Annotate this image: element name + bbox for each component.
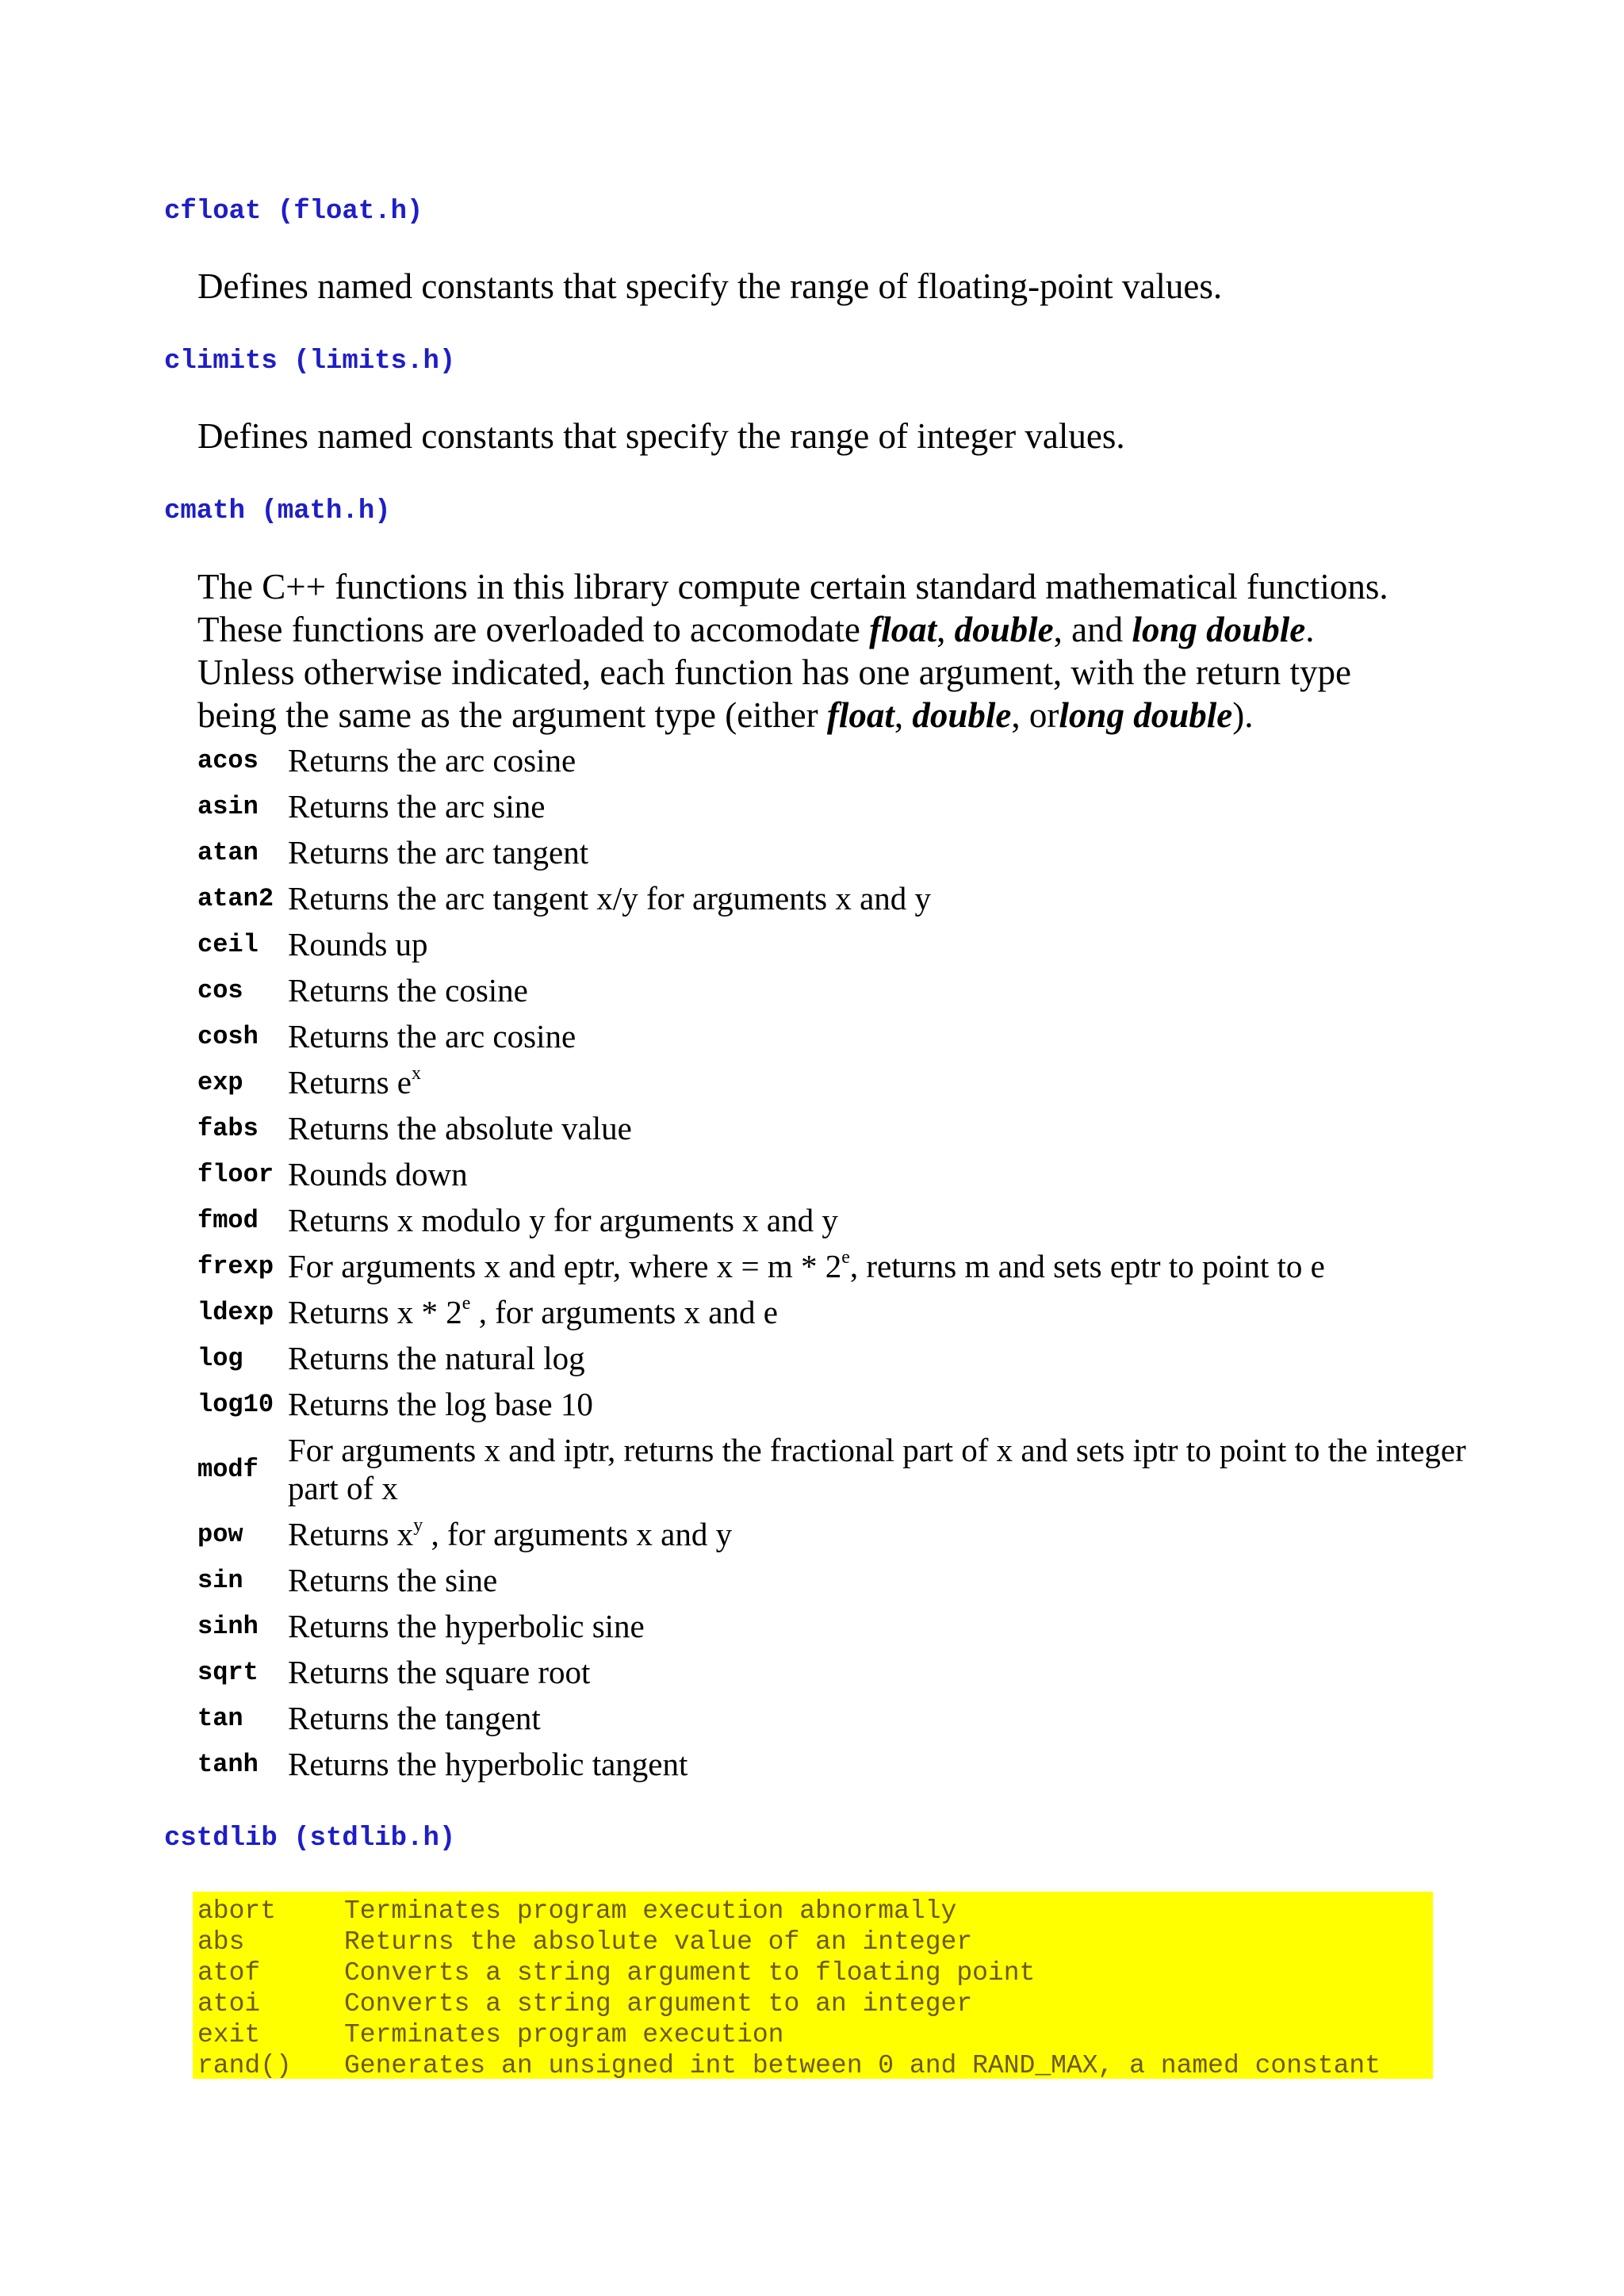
- section-header-cmath: cmath (math.h): [164, 496, 391, 526]
- function-name: pow: [197, 1519, 243, 1549]
- type-float: float: [869, 610, 937, 649]
- function-description: Returns the sine: [288, 1562, 498, 1598]
- function-row: [197, 1105, 1501, 1151]
- intro-text: , or: [1011, 695, 1059, 735]
- superscript: x: [412, 1063, 421, 1084]
- function-description: [288, 1289, 1501, 1335]
- function-row: [197, 737, 1501, 783]
- function-name: abort: [197, 1896, 277, 1926]
- function-name: acos: [197, 745, 259, 775]
- intro-text: ).: [1232, 695, 1254, 735]
- function-name: exp: [197, 1067, 243, 1097]
- function-name: atoi: [197, 1989, 261, 2019]
- function-description: Returns the absolute value: [288, 1110, 632, 1146]
- function-description: Terminates program execution abnormally: [344, 1896, 957, 1926]
- function-name: abs: [197, 1927, 245, 1957]
- description-text: , returns m and sets eptr to point to e: [849, 1248, 1325, 1284]
- function-row: [197, 1197, 1501, 1243]
- type-double: double: [912, 695, 1012, 735]
- function-description: Returns the arc tangent x/y for arguments x and y: [288, 880, 932, 916]
- function-name: asin: [197, 791, 259, 821]
- section-header-cstdlib: cstdlib (stdlib.h): [164, 1823, 456, 1854]
- function-description: Returns the hyperbolic sine: [288, 1608, 645, 1644]
- function-row: [197, 1289, 1501, 1335]
- function-name: cosh: [197, 1021, 259, 1051]
- function-row: [197, 967, 1501, 1013]
- climits-description: Defines named constants that specify the range of integer values.: [197, 416, 1125, 456]
- function-name: atan2: [197, 883, 274, 913]
- function-description: Returns the hyperbolic tangent: [288, 1746, 688, 1782]
- type-double: double: [954, 610, 1054, 649]
- superscript: y: [413, 1515, 423, 1536]
- function-description: [288, 1511, 1501, 1557]
- function-description: Returns the arc sine: [288, 788, 546, 825]
- function-description: Rounds up: [288, 926, 428, 962]
- type-long-double: long double: [1132, 610, 1306, 649]
- function-name: cos: [197, 975, 243, 1005]
- cstdlib-row: [197, 2050, 1381, 2081]
- function-row: [197, 1649, 1501, 1695]
- description-text: , for arguments x and y: [423, 1516, 733, 1552]
- function-description: Returns x modulo y for arguments x and y: [288, 1202, 838, 1238]
- cmath-intro-line-2: [197, 608, 1466, 651]
- function-name: sqrt: [197, 1657, 259, 1687]
- function-row: [197, 783, 1501, 829]
- function-row: [197, 1381, 1501, 1427]
- type-float: float: [826, 695, 894, 735]
- function-description: Converts a string argument to an integer: [344, 1989, 973, 2019]
- function-row: [197, 921, 1501, 967]
- function-description: Returns the square root: [288, 1654, 591, 1690]
- function-name: floor: [197, 1159, 274, 1189]
- cmath-intro-line-4: [197, 694, 1466, 737]
- superscript: e: [462, 1293, 471, 1314]
- cmath-intro-line-3: Unless otherwise indicated, each function has one argument, with the return type: [197, 652, 1351, 692]
- cstdlib-row: [197, 1896, 956, 1927]
- function-name: frexp: [197, 1251, 274, 1281]
- function-description: Returns the tangent: [288, 1700, 541, 1736]
- function-description: Returns the absolute value of an integer: [344, 1927, 973, 1957]
- function-row: [197, 1741, 1501, 1787]
- function-description: Returns the arc tangent: [288, 834, 589, 871]
- function-name: atan: [197, 837, 259, 867]
- function-description: Returns the arc cosine: [288, 1018, 576, 1054]
- function-row: [197, 1603, 1501, 1649]
- intro-text: being the same as the argument type (either: [197, 695, 827, 735]
- description-text: Returns x: [288, 1516, 414, 1552]
- function-row: [197, 1511, 1501, 1557]
- superscript: e: [841, 1247, 850, 1268]
- function-description: Returns the cosine: [288, 972, 528, 1008]
- function-row: [197, 1151, 1501, 1197]
- function-name: log: [197, 1343, 243, 1373]
- description-text: Returns x * 2: [288, 1294, 462, 1330]
- function-name: tan: [197, 1703, 243, 1733]
- function-description: Converts a string argument to floating point: [344, 1958, 1036, 1988]
- function-name: ceil: [197, 929, 259, 959]
- function-description: Returns the log base 10: [288, 1386, 593, 1422]
- function-row: [197, 1335, 1501, 1381]
- cstdlib-row: [197, 1927, 972, 1957]
- function-name: fmod: [197, 1205, 259, 1235]
- cmath-function-table: [197, 737, 1501, 1787]
- function-description: Terminates program execution: [344, 2020, 784, 2049]
- function-name: exit: [197, 2020, 261, 2049]
- intro-text: ,: [936, 610, 955, 649]
- cstdlib-row: [197, 1988, 972, 2019]
- function-row: [197, 1059, 1501, 1105]
- intro-text: .: [1305, 610, 1315, 649]
- function-name: log10: [197, 1389, 274, 1419]
- function-row: [197, 1243, 1501, 1289]
- cmath-intro-line-1: The C++ functions in this library compute certain standard mathematical functions.: [197, 567, 1388, 607]
- cfloat-description: Defines named constants that specify the range of floating-point values.: [197, 266, 1223, 306]
- description-text: , for arguments x and e: [470, 1294, 778, 1330]
- function-description: Returns the natural log: [288, 1340, 585, 1376]
- function-description: For arguments x and iptr, returns the fractional part of x and sets iptr to point to the integer part of x: [288, 1432, 1466, 1506]
- function-row: [197, 1557, 1501, 1603]
- function-row: [197, 1695, 1501, 1741]
- function-name: tanh: [197, 1749, 259, 1779]
- function-description: Generates an unsigned int between 0 and RAND_MAX, a named constant: [344, 2051, 1381, 2080]
- intro-text: , and: [1053, 610, 1132, 649]
- function-name: sin: [197, 1565, 243, 1595]
- description-text: For arguments x and eptr, where x = m * 2: [288, 1248, 842, 1284]
- cstdlib-row: [197, 1957, 1035, 1988]
- function-description: [288, 1243, 1501, 1289]
- function-name: fabs: [197, 1113, 259, 1143]
- function-description: Returns the arc cosine: [288, 742, 576, 779]
- section-header-cfloat: cfloat (float.h): [164, 197, 423, 227]
- function-description: Rounds down: [288, 1156, 468, 1192]
- type-long-double: long double: [1059, 695, 1233, 735]
- function-row: [197, 829, 1501, 875]
- intro-text: These functions are overloaded to accomodate: [197, 610, 870, 649]
- cmath-intro: [197, 565, 1466, 737]
- function-name: sinh: [197, 1611, 259, 1641]
- function-name: atof: [197, 1958, 261, 1988]
- function-name: modf: [197, 1454, 259, 1484]
- section-header-climits: climits (limits.h): [164, 346, 456, 377]
- intro-text: ,: [894, 695, 913, 735]
- function-row: [197, 1427, 1501, 1511]
- function-description: [288, 1059, 1501, 1105]
- function-row: [197, 1013, 1501, 1059]
- function-row: [197, 875, 1501, 921]
- description-text: Returns e: [288, 1064, 412, 1100]
- function-name: ldexp: [197, 1297, 274, 1327]
- function-name: rand(): [197, 2051, 292, 2080]
- cstdlib-row: [197, 2019, 784, 2050]
